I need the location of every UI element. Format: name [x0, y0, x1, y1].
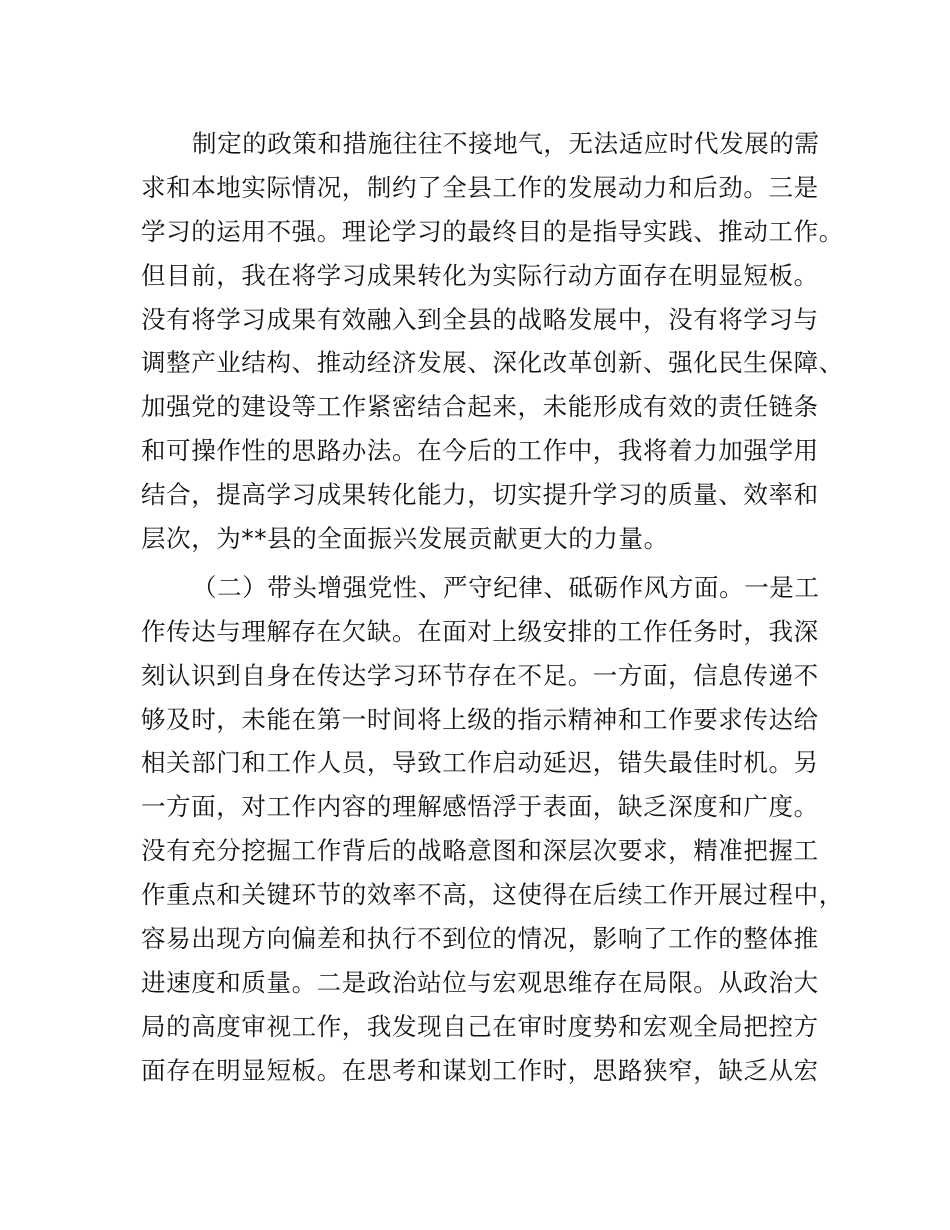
paragraph-study-application — [141, 122, 844, 561]
text-line: 够及时，未能在第一时间将上级的指示精神和工作要求传达给 — [141, 704, 819, 734]
text-line: 和可操作性的思路办法。在今后的工作中，我将着力加强学用 — [141, 436, 819, 466]
text-line: 制定的政策和措施往往不接地气，无法适应时代发展的需 — [192, 129, 820, 158]
text-line: 进速度和质量。二是政治站位与宏观思维存在局限。从政治大 — [141, 967, 819, 997]
text-line: 作传达与理解存在欠缺。在面对上级安排的工作任务时，我深 — [141, 616, 819, 646]
text-line: 结合，提高学习成果转化能力，切实提升学习的质量、效率和 — [141, 480, 819, 510]
paragraph-party-discipline — [141, 566, 844, 1093]
text-line: 没有将学习成果有效融入到全县的战略发展中，没有将学习与 — [141, 304, 819, 334]
text-line: 层次，为**县的全面振兴发展贡献更大的力量。 — [141, 524, 669, 554]
text-line: 求和本地实际情况，制约了全县工作的发展动力和后劲。三是 — [141, 172, 819, 202]
text-line: 学习的运用不强。理论学习的最终目的是指导实践、推动工作。 — [141, 216, 844, 246]
text-line: 局的高度审视工作，我发现自己在审时度势和宏观全局把控方 — [141, 1011, 819, 1041]
text-line: 面存在明显短板。在思考和谋划工作时，思路狭窄，缺乏从宏 — [141, 1055, 819, 1085]
text-line: 刻认识到自身在传达学习环节存在不足。一方面，信息传递不 — [141, 660, 819, 690]
text-line: 容易出现方向偏差和执行不到位的情况，影响了工作的整体推 — [141, 924, 819, 954]
section-heading-line: （二）带头增强党性、严守纪律、砥砺作风方面。一是工 — [192, 572, 820, 602]
text-line: 调整产业结构、推动经济发展、深化改革创新、强化民生保障、 — [141, 348, 844, 378]
text-line: 一方面，对工作内容的理解感悟浮于表面，缺乏深度和广度。 — [141, 792, 819, 822]
text-line: 相关部门和工作人员，导致工作启动延迟，错失最佳时机。另 — [141, 748, 819, 778]
document-page — [141, 122, 844, 1093]
text-line: 但目前，我在将学习成果转化为实际行动方面存在明显短板。 — [141, 260, 819, 290]
text-line: 作重点和关键环节的效率不高，这使得在后续工作开展过程中， — [141, 880, 844, 910]
text-line: 没有充分挖掘工作背后的战略意图和深层次要求，精准把握工 — [141, 836, 819, 866]
text-line: 加强党的建设等工作紧密结合起来，未能形成有效的责任链条 — [141, 392, 819, 422]
